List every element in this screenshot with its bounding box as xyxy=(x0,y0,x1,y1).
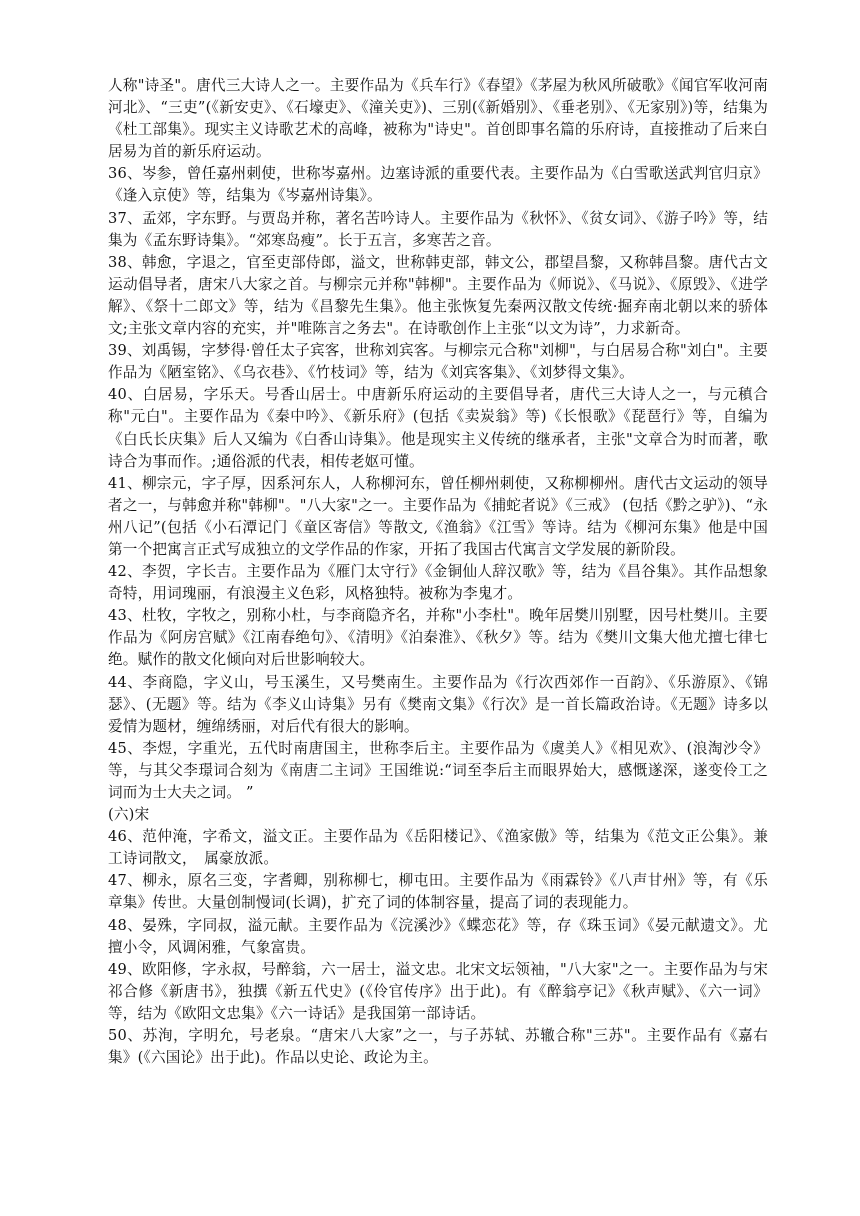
paragraph-45-li-yu: 45、李煜，字重光，五代时南唐国主，世称李后主。主要作品为《虞美人》《相见欢》、(浪淘沙令》等，与其父李璟词合刻为《南唐二主词》王国维说:“词至李后主而眼界始大，感慨遂深，遂变伶工之词而为士大夫之词。 ” xyxy=(108,739,768,801)
paragraph-36-cen-shen: 36、岑参，曾任嘉州刺使，世称岑嘉州。边塞诗派的重要代表。主要作品为《白雪歌送武判官归京》《逢入京使》等，结集为《岑嘉州诗集》。 xyxy=(108,165,768,205)
section-heading-song: (六)宋 xyxy=(108,806,150,824)
paragraph-49-ouyang-xiu: 49、欧阳修，字永叔，号醉翁，六一居士，溢文忠。北宋文坛领袖，"八大家"之一。主要作品为与宋祁合修《新唐书》，独撰《新五代史》(《伶官传序》出于此)。有《醉翁亭记》《秋声赋》、《六一词》等，结为《欧阳文忠集》《六一诗话》是我国第一部诗话。 xyxy=(108,960,768,1022)
paragraph-37-meng-jiao: 37、孟郊，字东野。与贾岛并称，著名苦吟诗人。主要作品为《秋怀》、《贫女词》、《游子吟》等，结集为《孟东野诗集》。“郊寒岛瘦”。长于五言，多寒苦之音。 xyxy=(108,209,768,249)
paragraph-46-fan-zhongyan: 46、范仲淹，字希文，溢文正。主要作品为《岳阳楼记》、《渔家傲》等，结集为《范文正公集》。兼工诗词散文， 属豪放派。 xyxy=(108,828,768,868)
paragraph-48-yan-shu: 48、晏殊，字同叔，溢元献。主要作品为《浣溪沙》《蝶恋花》等，存《珠玉词》《晏元献遗文》。尤擅小令，风调闲雅，气象富贵。 xyxy=(108,916,768,956)
paragraph-44-li-shangyin: 44、李商隐，字义山，号玉溪生，又号樊南生。主要作品为《行次西郊作一百韵》、《乐游原》、《锦瑟》、(无题》等。结为《李义山诗集》另有《樊南文集》《行次》是一首长篇政治诗。《无题》诗多以爱情为题材，缠绵绣丽，对后代有很大的影响。 xyxy=(108,673,768,735)
paragraph-du-fu-continued: 人称"诗圣"。唐代三大诗人之一。主要作品为《兵车行》《春望》《茅屋为秋风所破歌》《闻官军收河南河北》、“三吏”(《新安吏》、《石壕吏》、《潼关吏》)、三别(《新婚别》、《垂老别》、《无家别》)等，结集为《杜工部集》。现实主义诗歌艺术的高峰，被称为"诗史"。首创即事名篇的乐府诗，直接推动了后来白居易为首的新乐府运动。 xyxy=(108,77,768,161)
paragraph-38-han-yu: 38、韩愈，字退之，官至吏部侍郎，溢文，世称韩吏部，韩文公，郡望昌黎，又称韩昌黎。唐代古文运动倡导者，唐宋八大家之首。与柳宗元并称"韩柳"。主要作品为《师说》、《马说》、《原毁》、《进学解》、《祭十二郎文》等，结为《昌黎先生集》。他主张恢复先秦两汉散文传统·掘弃南北朝以来的骄体文;主张文章内容的充实，并"唯陈言之务去"。在诗歌创作上主张“以文为诗”，力求新奇。 xyxy=(108,253,768,338)
paragraph-39-liu-yuxi: 39、刘禹锡，字梦得·曾任太子宾客，世称刘宾客。与柳宗元合称"刘柳"，与白居易合称"刘白"。主要作品为《陋室铭》、《乌衣巷》、《竹枝词》等，结为《刘宾客集》、《刘梦得文集》。 xyxy=(108,342,768,382)
paragraph-41-liu-zongyuan: 41、柳宗元，字子厚，因系河东人，人称柳河东，曾任柳州刺使，又称柳柳州。唐代古文运动的领导者之一，与韩愈并称"韩柳"。"八大家"之一。主要作品为《捕蛇者说》《三戒》 (包括《黔之驴》)、“永州八记”(包括《小石潭记门《童区寄信》等散文,《渔翁》《江雪》等诗。结为《柳河东集》他是中国第一个把寓言正式写成独立的文学作品的作家，开拓了我国古代寓言文学发展的新阶段。 xyxy=(108,474,768,558)
paragraph-42-li-he: 42、李贺，字长吉。主要作品为《雁门太守行》《金铜仙人辞汉歌》等，结为《昌谷集》。其作品想象奇特，用词瑰丽，有浪漫主义色彩，风格独特。被称为李鬼才。 xyxy=(108,563,768,603)
paragraph-50-su-xun: 50、苏洵，字明允，号老泉。“唐宋八大家”之一，与子苏轼、苏辙合称"三苏"。主要作品有《嘉右集》(《六国论》出于此)。作品以史论、政论为主。 xyxy=(108,1027,768,1067)
paragraph-43-du-mu: 43、杜牧，字牧之，别称小杜，与李商隐齐名，并称"小李杜"。晚年居樊川别墅，因号杜樊川。主要作品为《阿房宫赋》《江南春绝句》、《清明》《泊秦淮》、《秋夕》等。结为《樊川文集大他尤擅七律七绝。赋作的散文化倾向对后世影响较大。 xyxy=(108,607,768,669)
paragraph-47-liu-yong: 47、柳永，原名三变，字耆卿，别称柳七，柳屯田。主要作品为《雨霖铃》《八声甘州》等，有《乐章集》传世。大量创制慢词(长调)，扩充了词的体制容量，提高了词的表现能力。 xyxy=(108,872,768,912)
document-body xyxy=(108,75,768,1069)
paragraph-40-bai-juyi: 40、白居易，字乐天。号香山居士。中唐新乐府运动的主要倡导者，唐代三大诗人之一，与元稹合称"元白"。主要作品为《秦中吟》、《新乐府》(包括《卖炭翁》等)《长恨歌》《琵琶行》等，自编为《白氏长庆集》后人又编为《白香山诗集》。他是现实主义传统的继承者，主张"文章合为时而著，歌诗合为事而作。;通俗派的代表，相传老妪可懂。 xyxy=(108,386,768,470)
